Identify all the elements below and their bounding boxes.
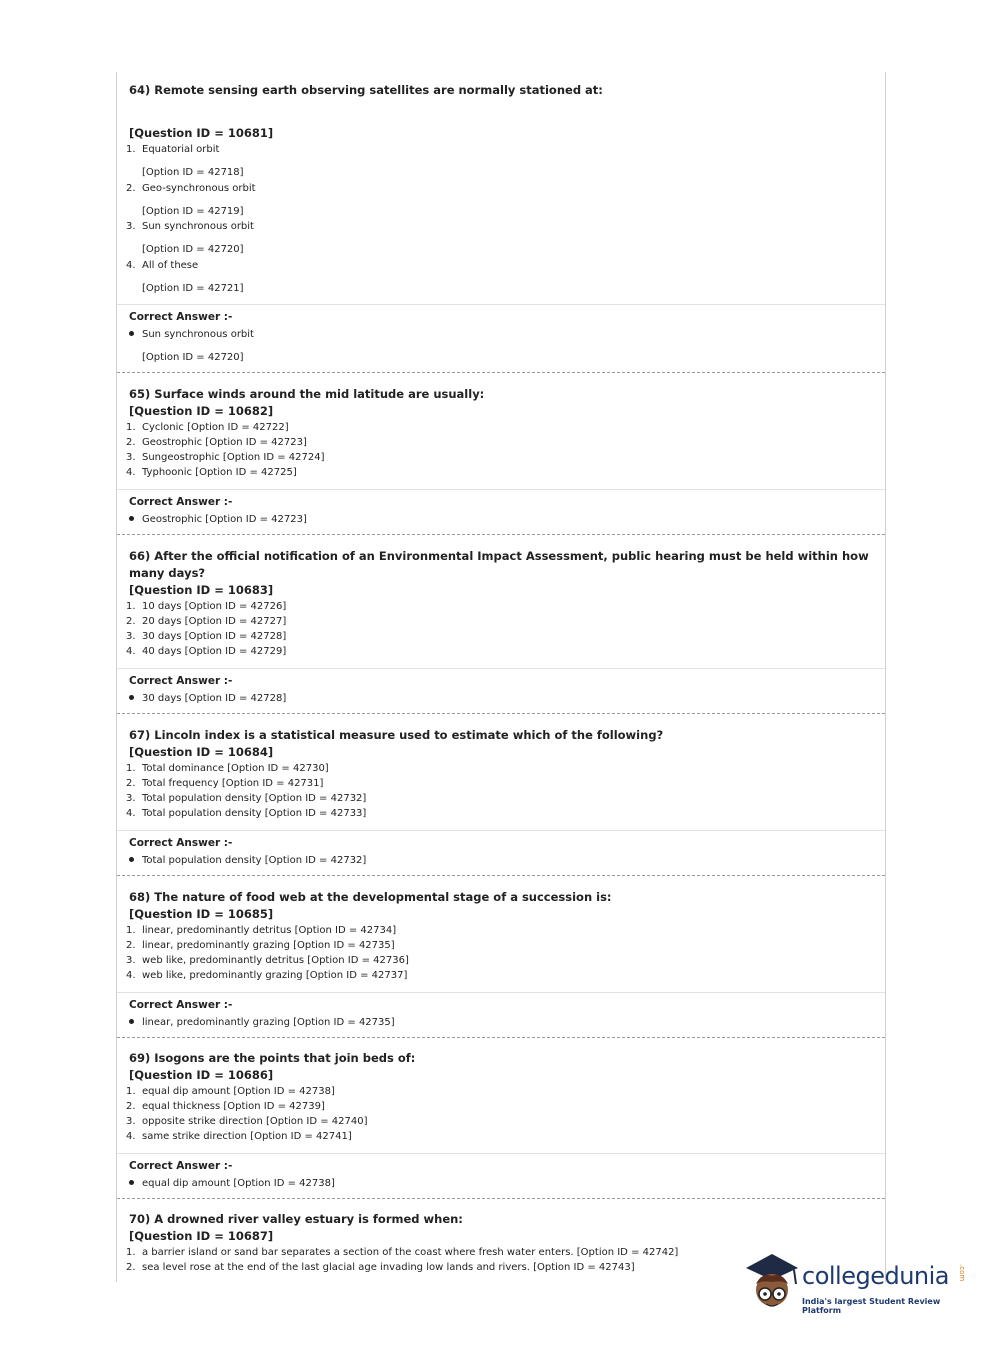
option-3: 3. web like, predominantly detritus [Option ID = 42736] [126, 955, 409, 966]
option-2: 2. 20 days [Option ID = 42727] [126, 616, 287, 627]
logo-wordmark: collegedunia [802, 1262, 950, 1290]
question-divider [117, 875, 885, 876]
correct-answer-label: Correct Answer :- [129, 496, 233, 508]
correct-answer-label: Correct Answer :- [129, 311, 233, 323]
option-2: 2. Geo-synchronous orbit [126, 183, 256, 194]
bullet-icon [129, 695, 134, 700]
question-id: [Question ID = 10681] [129, 126, 274, 140]
option-4: 4. web like, predominantly grazing [Option ID = 42737] [126, 970, 408, 981]
divider [117, 992, 885, 993]
question-divider [117, 1198, 885, 1199]
question-divider [117, 1037, 885, 1038]
option-4-id: [Option ID = 42721] [142, 283, 244, 294]
option-2: 2. sea level rose at the end of the last glacial age invading low lands and rivers. [Option ID = 42743] [126, 1262, 635, 1273]
option-3: 3. Total population density [Option ID = 42732] [126, 793, 367, 804]
logo-tagline: India's largest Student Review Platform [802, 1297, 941, 1315]
divider [117, 1153, 885, 1154]
question-id: [Question ID = 10684] [129, 745, 274, 759]
option-1-id: [Option ID = 42718] [142, 167, 244, 178]
question-divider [117, 372, 885, 373]
option-3-id: [Option ID = 42720] [142, 244, 244, 255]
question-id: [Question ID = 10686] [129, 1068, 274, 1082]
option-1: 1. equal dip amount [Option ID = 42738] [126, 1086, 335, 1097]
option-4: 4. same strike direction [Option ID = 42741] [126, 1131, 352, 1142]
option-1: 1. Cyclonic [Option ID = 42722] [126, 422, 289, 433]
bullet-icon [129, 1180, 134, 1185]
correct-answer: Total population density [Option ID = 42732] [129, 855, 366, 866]
correct-answer: equal dip amount [Option ID = 42738] [129, 1178, 335, 1189]
option-4: 4. Typhoonic [Option ID = 42725] [126, 467, 297, 478]
option-3: 3. Sungeostrophic [Option ID = 42724] [126, 452, 325, 463]
question-id: [Question ID = 10685] [129, 907, 274, 921]
option-4: 4. Total population density [Option ID = 42733] [126, 808, 367, 819]
bullet-icon [129, 516, 134, 521]
option-1: 1. Equatorial orbit [126, 144, 220, 155]
option-1: 1. linear, predominantly detritus [Option ID = 42734] [126, 925, 397, 936]
question-id: [Question ID = 10683] [129, 583, 274, 597]
question-divider [117, 534, 885, 535]
question-text: 69) Isogons are the points that join beds of: [129, 1051, 416, 1065]
correct-answer-label: Correct Answer :- [129, 837, 233, 849]
option-3: 3. 30 days [Option ID = 42728] [126, 631, 287, 642]
question-id: [Question ID = 10682] [129, 404, 274, 418]
option-1: 1. Total dominance [Option ID = 42730] [126, 763, 329, 774]
correct-answer: 30 days [Option ID = 42728] [129, 693, 286, 704]
option-2: 2. equal thickness [Option ID = 42739] [126, 1101, 325, 1112]
question-text: 65) Surface winds around the mid latitude are usually: [129, 387, 485, 401]
option-2: 2. Geostrophic [Option ID = 42723] [126, 437, 307, 448]
divider [117, 304, 885, 305]
option-3: 3. opposite strike direction [Option ID = 42740] [126, 1116, 368, 1127]
correct-answer: Geostrophic [Option ID = 42723] [129, 514, 307, 525]
divider [117, 668, 885, 669]
question-text: 67) Lincoln index is a statistical measure used to estimate which of the following? [129, 728, 664, 742]
logo-suffix: .com [958, 1264, 966, 1282]
question-text: 66) After the official notification of an Environmental Impact Assessment, public hearing must be held within how many days? [129, 549, 869, 580]
correct-answer: Sun synchronous orbit [129, 329, 254, 340]
question-divider [117, 713, 885, 714]
option-4: 4. 40 days [Option ID = 42729] [126, 646, 287, 657]
option-2: 2. Total frequency [Option ID = 42731] [126, 778, 324, 789]
bullet-icon [129, 857, 134, 862]
option-3: 3. Sun synchronous orbit [126, 221, 254, 232]
option-2-id: [Option ID = 42719] [142, 206, 244, 217]
divider [117, 489, 885, 490]
correct-answer-id: [Option ID = 42720] [142, 352, 244, 363]
student-mascot-icon [742, 1250, 800, 1316]
question-text: 64) Remote sensing earth observing satellites are normally stationed at: [129, 83, 603, 97]
divider [117, 830, 885, 831]
collegedunia-logo[interactable] [742, 1250, 972, 1320]
correct-answer-label: Correct Answer :- [129, 675, 233, 687]
question-text: 68) The nature of food web at the developmental stage of a succession is: [129, 890, 612, 904]
bullet-icon [129, 1019, 134, 1024]
question-paper [116, 72, 886, 1282]
correct-answer: linear, predominantly grazing [Option ID = 42735] [129, 1017, 395, 1028]
option-4: 4. All of these [126, 260, 199, 271]
option-1: 1. 10 days [Option ID = 42726] [126, 601, 287, 612]
question-id: [Question ID = 10687] [129, 1229, 274, 1243]
option-2: 2. linear, predominantly grazing [Option ID = 42735] [126, 940, 395, 951]
bullet-icon [129, 331, 134, 336]
correct-answer-label: Correct Answer :- [129, 999, 233, 1011]
correct-answer-label: Correct Answer :- [129, 1160, 233, 1172]
question-text: 70) A drowned river valley estuary is formed when: [129, 1212, 463, 1226]
option-1: 1. a barrier island or sand bar separates a section of the coast where fresh water enters. [Option ID = 42742] [126, 1247, 679, 1258]
